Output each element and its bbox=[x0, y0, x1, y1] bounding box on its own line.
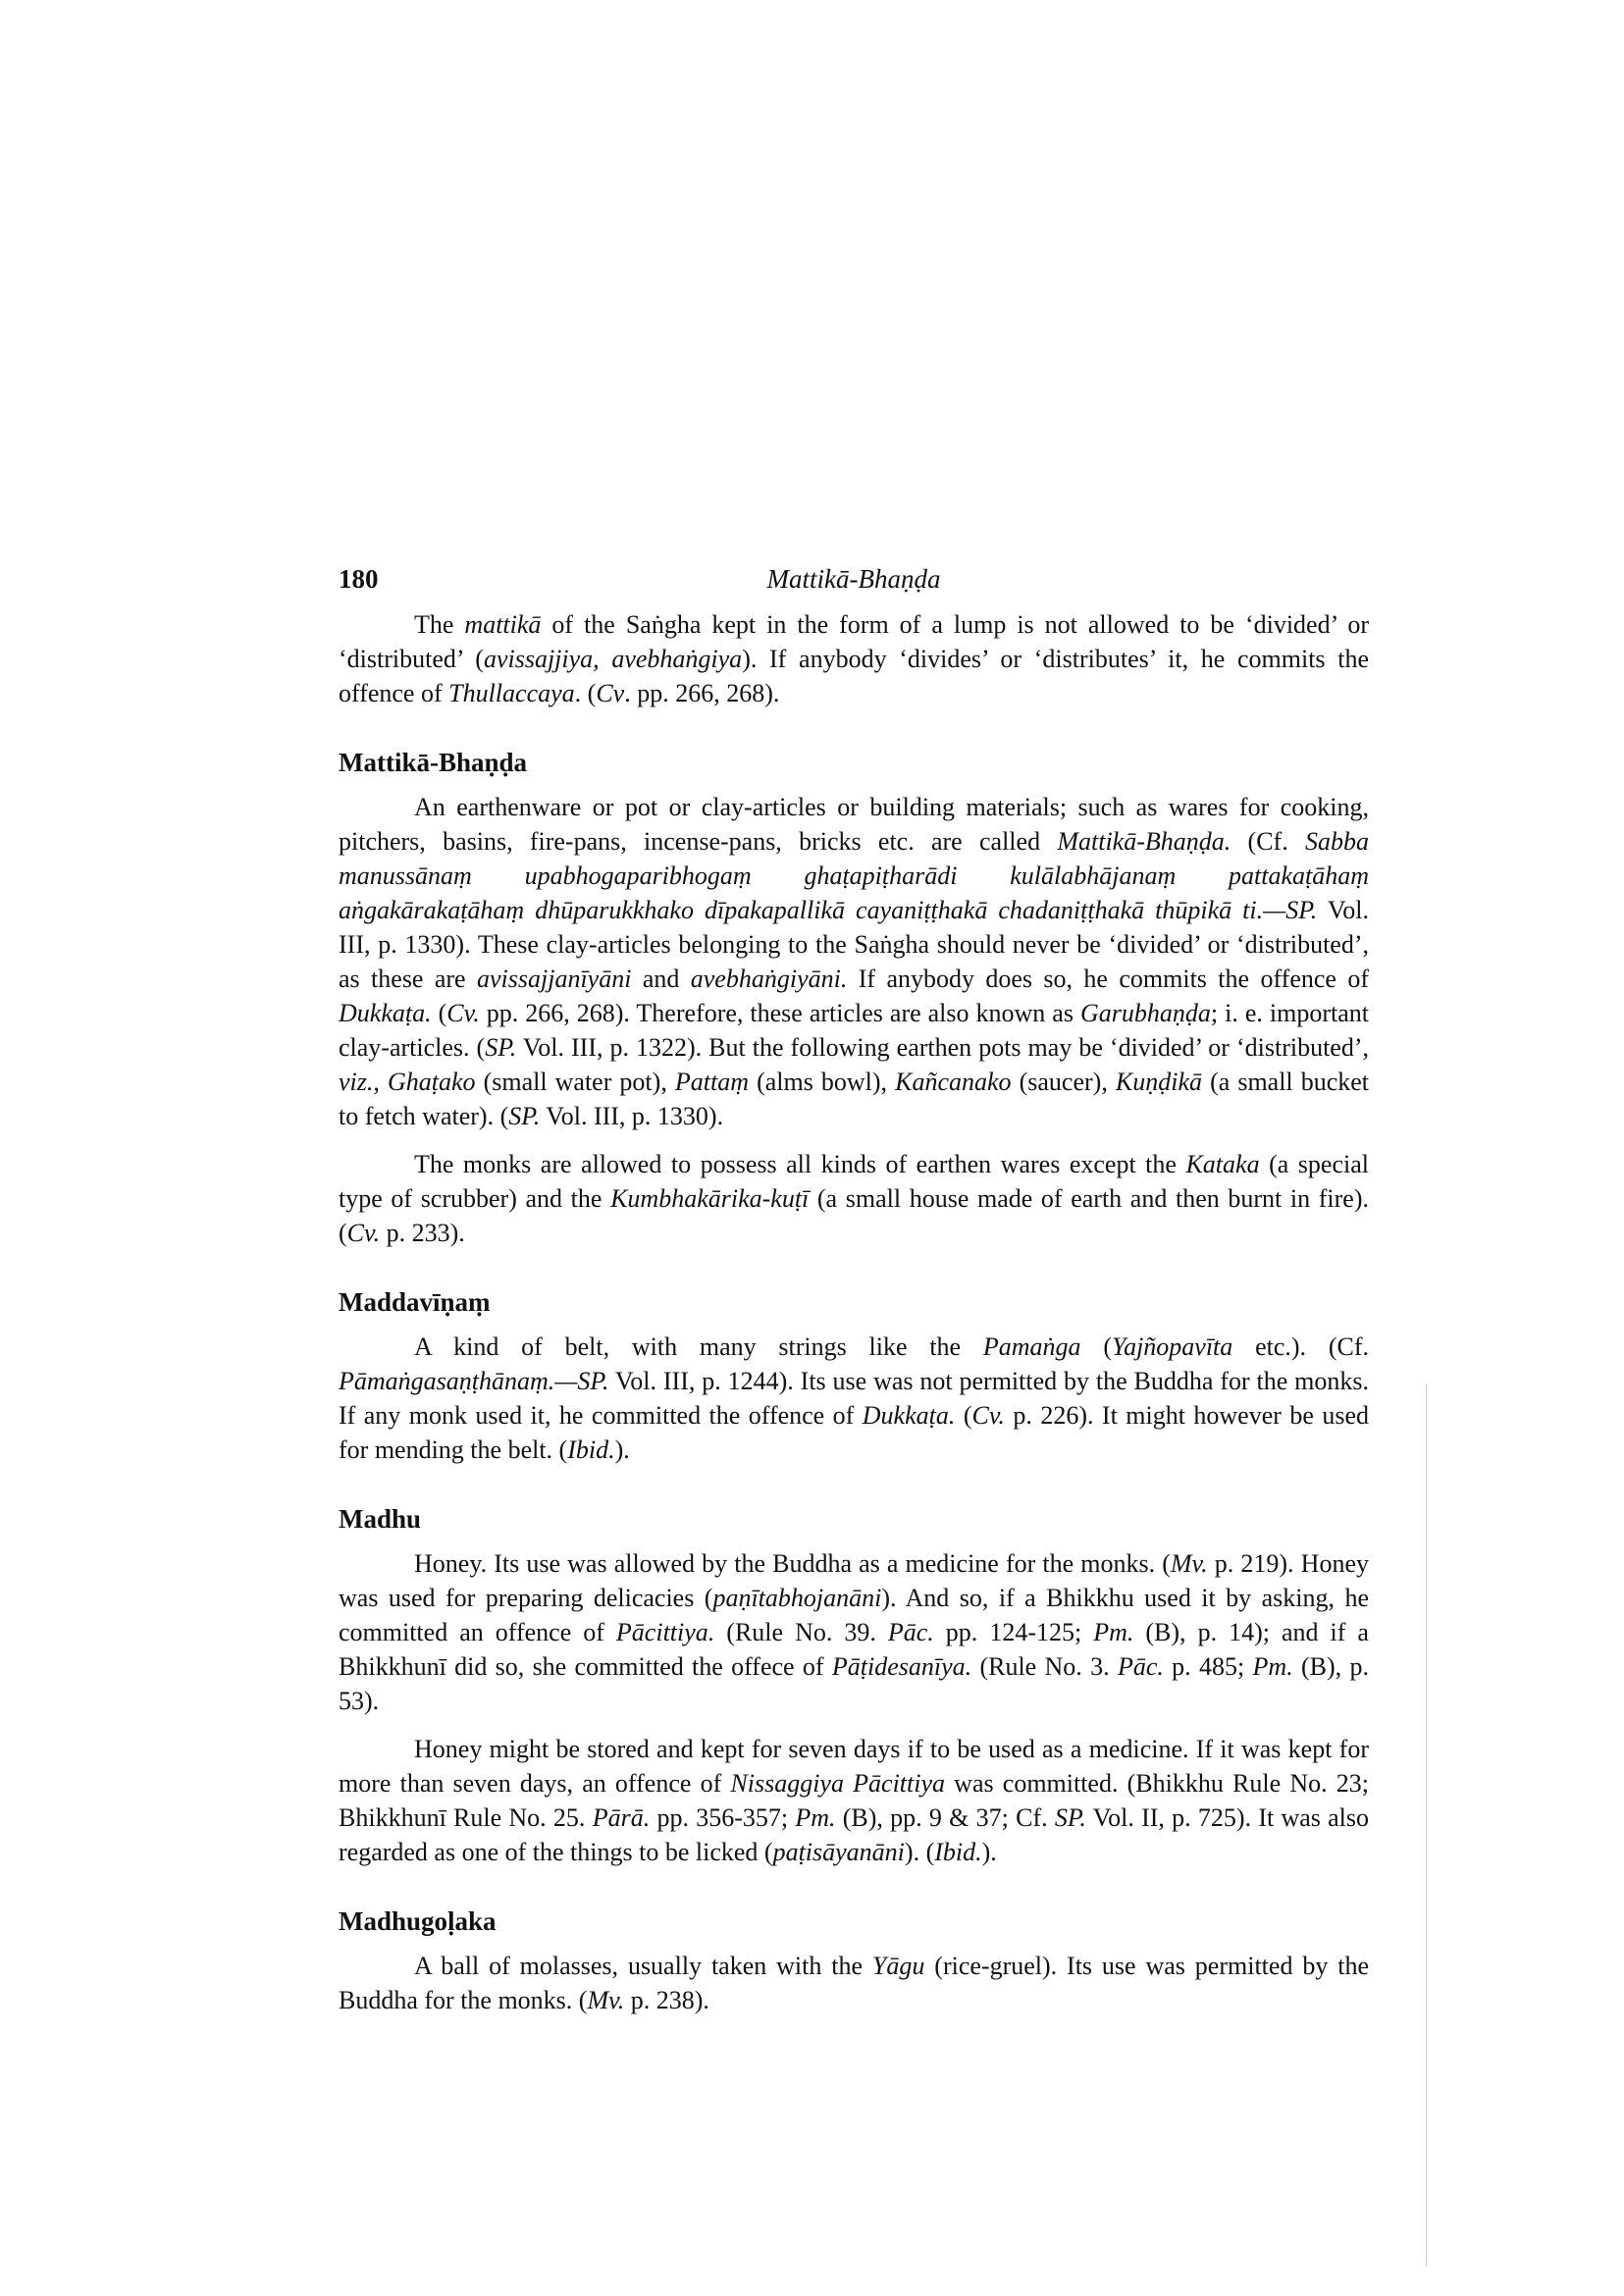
page-header bbox=[339, 564, 1369, 607]
entry-paragraph: An earthenware or pot or clay-articles or building materials; such as wares for cooking, pitchers, basins, fire-pans, incense-pans, bricks etc. are called Mattikā-Bhaṇḍa. (Cf. Sabba manussānaṃ upabhogaparibhogaṃ ghaṭapiṭharādi kulālabhājanaṃ pattakaṭāhaṃ aṅgakārakaṭāhaṃ dhūparukkhako dīpakapallikā cayaniṭṭhakā chadaniṭṭhakā thūpikā ti.—SP. Vol. III, p. 1330). These clay-articles belonging to the Saṅgha should never be ‘divided’ or ‘distributed’, as these are avissajjanīyāni and avebhaṅgiyāni. If anybody does so, he commits the offence of Dukkaṭa. (Cv. pp. 266, 268). Therefore, these articles are also known as Garubhaṇḍa; i. e. important clay-articles. (SP. Vol. III, p. 1322). But the following earthen pots may be ‘divided’ or ‘distributed’, viz., Ghaṭako (small water pot), Pattaṃ (alms bowl), Kañcanako (saucer), Kuṇḍikā (a small bucket to fetch water). (SP. Vol. III, p. 1330). bbox=[339, 793, 1370, 1130]
scan-edge-line bbox=[1426, 1383, 1427, 2267]
page-content bbox=[339, 564, 1369, 2017]
entry-paragraph: A ball of molasses, usually taken with the Yāgu (rice-gruel). Its use was permitted by the Buddha for the monks. (Mv. p. 238). bbox=[339, 1952, 1369, 2014]
intro-paragraph: The mattikā of the Saṅgha kept in the form of a lump is not allowed to be ‘divided’ or ‘distributed’ (avissajjiya, avebhaṅgiya). If anybody ‘divides’ or ‘distributes’ it, he commits the offence of Thullaccaya. (Cv. pp. 266, 268). bbox=[339, 610, 1369, 707]
entry-paragraph: A kind of belt, with many strings like the Pamaṅga (Yajñopavīta etc.). (Cf. Pāmaṅgasaṇṭhānaṃ.—SP. Vol. III, p. 1244). Its use was not permitted by the Buddha for the monks. If any monk used it, he committed the offence of Dukkaṭa. (Cv. p. 226). It might however be used for mending the belt. (Ibid.). bbox=[339, 1332, 1369, 1464]
entry-heading-mattika-bhanda: Mattikā-Bhaṇḍa bbox=[339, 748, 528, 777]
entry-heading-madhu: Madhu bbox=[339, 1504, 422, 1534]
entry-paragraph: The monks are allowed to possess all kinds of earthen wares except the Kataka (a special type of scrubber) and the Kumbhakārika-kuṭī (a small house made of earth and then burnt in fire). (Cv. p. 233). bbox=[339, 1150, 1369, 1247]
entry-heading-maddavinam: Maddavīṇaṃ bbox=[339, 1287, 491, 1317]
entry-heading-madhugolaka: Madhugoḷaka bbox=[339, 1906, 497, 1936]
entry-paragraph: Honey. Its use was allowed by the Buddha as a medicine for the monks. (Mv. p. 219). Honey was used for preparing delicacies (paṇītabhojanāni). And so, if a Bhikkhu used it by asking, he committed an offence of Pācittiya. (Rule No. 39. Pāc. pp. 124-125; Pm. (B), p. 14); and if a Bhikkhunī did so, she committed the offece of Pāṭidesanīya. (Rule No. 3. Pāc. p. 485; Pm. (B), p. 53). bbox=[339, 1549, 1369, 1715]
page-number: 180 bbox=[339, 564, 379, 594]
entry-paragraph: Honey might be stored and kept for seven days if to be used as a medicine. If it was kept for more than seven days, an offence of Nissaggiya Pācittiya was committed. (Bhikkhu Rule No. 23; Bhikkhunī Rule No. 25. Pārā. pp. 356-357; Pm. (B), pp. 9 & 37; Cf. SP. Vol. II, p. 725). It was also regarded as one of the things to be licked (paṭisāyanāni). (Ibid.). bbox=[339, 1735, 1370, 1866]
running-head: Mattikā-Bhaṇḍa bbox=[766, 564, 941, 594]
